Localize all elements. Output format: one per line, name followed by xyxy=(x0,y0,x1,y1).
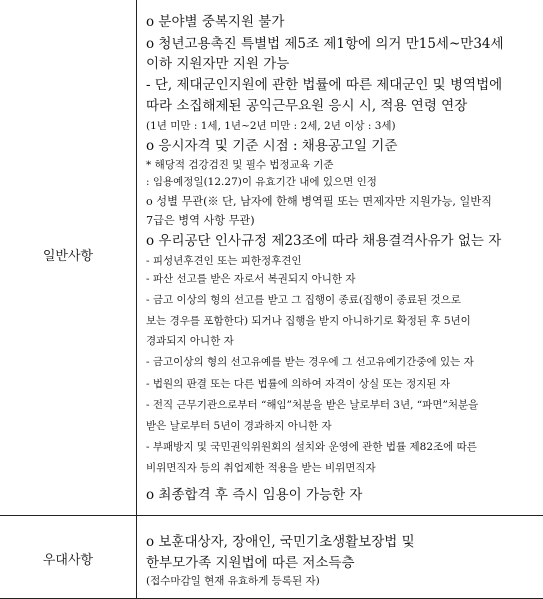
general-line: 따라 소집해제된 공익근무요원 응시 시, 적용 연령 연장 xyxy=(146,98,468,114)
general-line: (1년 미만 : 1세, 1년~2년 미만 : 2세, 2년 이상 : 3세) xyxy=(146,120,396,132)
general-line: - 금고 이상의 형의 선고를 받고 그 집행이 종료(집행이 종료된 것으로 xyxy=(146,294,461,306)
general-line: o 최종합격 후 즉시 임용이 가능한 자 xyxy=(146,487,363,503)
general-line: o 성별 무관(※ 단, 남자에 한해 병역필 또는 면제자만 지원가능, 일반직 xyxy=(146,195,492,208)
column-divider xyxy=(136,0,137,599)
general-line: - 파산 선고를 받은 자로서 복권되지 아니한 자 xyxy=(146,273,356,285)
row-label-general: 일반사항 xyxy=(42,249,94,264)
general-line: 비위면직자 등의 취업제한 적용을 받는 비위면직자 xyxy=(146,462,376,474)
general-line: o 우리공단 인사규정 제23조에 따라 채용결격사유가 없는 자 xyxy=(146,233,502,249)
general-line: - 전직 근무기관으로부터 “해임”처분을 받은 날로부터 3년, “파면”처분을 xyxy=(146,399,479,411)
preference-line: (접수마감일 현재 유효하게 등록된 자) xyxy=(146,575,320,587)
general-line: : 임용예정일(12.27)이 유효기간 내에 있으면 인정 xyxy=(146,176,377,188)
general-line: - 법원의 판결 또는 다른 법률에 의하여 자격이 상실 또는 정지된 자 xyxy=(146,378,450,390)
general-line: 경과되지 아니한 자 xyxy=(146,335,234,347)
general-line: 보는 경우를 포함한다) 되거나 집행을 받지 아니하기로 확정된 후 5년이 xyxy=(146,315,471,327)
preference-line: o 보훈대상자, 장애인, 국민기초생활보장법 및 xyxy=(146,534,415,550)
general-line: 받은 날로부터 5년이 경과하지 아니한 자 xyxy=(146,420,332,432)
general-line: * 해당적 검강검진 및 필수 법정교육 기준 xyxy=(146,159,334,171)
general-line: - 단, 제대군인지원에 관한 법률에 따른 제대군인 및 병역법에 xyxy=(146,77,503,93)
general-line: - 금고이상의 형의 선고유예를 받는 경우에 그 선고유예기간중에 있는 자 xyxy=(146,356,474,368)
general-line: o 응시자격 및 기준 시점 : 채용공고일 기준 xyxy=(146,138,398,154)
general-line: o 청년고용촉진 특별법 제5조 제1항에 의거 만15세~만34세 xyxy=(146,36,504,52)
preference-line: 한부모가족 지원법에 따른 저소득층 xyxy=(146,555,355,571)
general-line: - 피성년후견인 또는 피한정후견인 xyxy=(146,255,302,267)
general-line: o 분야별 중복지원 불가 xyxy=(146,14,285,30)
general-line: 이하 지원자만 지원 가능 xyxy=(146,56,290,72)
row-label-preference: 우대사항 xyxy=(42,553,94,568)
row-divider xyxy=(0,515,543,516)
general-line: - 부패방지 및 국민권익위원회의 설치와 운영에 관한 법률 제82조에 따른 xyxy=(146,441,477,453)
general-line: 7급은 병역 사항 무관) xyxy=(146,214,255,227)
